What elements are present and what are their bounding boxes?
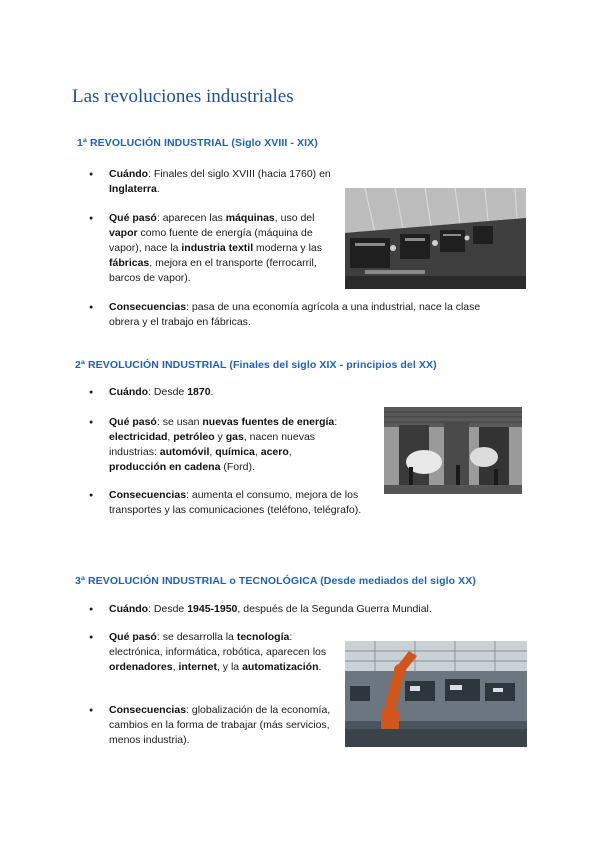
factory-photo-image xyxy=(345,188,526,289)
s1-que-paso: ● Qué pasó: aparecen las máquinas, uso del vapor como fuente de energía (máquina de vapor), nace la industria textil moderna y las fábricas, mejora en el transporte (ferrocarril, barcos de vapor). xyxy=(109,211,337,286)
s1-consecuencias: ● Consecuencias: pasa de una economía agrícola a una industrial, nace la clase obrera y el trabajo en fábricas. xyxy=(109,300,509,330)
s2-que-paso: ● Qué pasó: se usan nuevas fuentes de energía: electricidad, petróleo y gas, nacen nuevas industrias: automóvil, química, acero, producción en cadena (Ford). xyxy=(109,415,349,475)
section-2-heading: 2ª REVOLUCIÓN INDUSTRIAL (Finales del siglo XIX - principios del XX) xyxy=(75,359,437,371)
s3-que-paso: ● Qué pasó: se desarrolla la tecnología: electrónica, informática, robótica, aparecen los ordenadores, internet, y la automatización. xyxy=(109,630,334,675)
section-1-heading: 1ª REVOLUCIÓN INDUSTRIAL (Siglo XVIII - XIX) xyxy=(77,137,318,149)
s2-cuando: ● Cuándo: Desde 1870. xyxy=(109,385,349,400)
foundry-engraving-image xyxy=(384,407,522,494)
s1-cuando: ● Cuándo: Finales del siglo XVIII (hacia 1760) en Inglaterra. xyxy=(109,167,339,197)
factory-photo xyxy=(345,188,526,289)
foundry-engraving xyxy=(384,407,522,494)
robot-assembly-image xyxy=(345,641,527,747)
s2-consecuencias: ● Consecuencias: aumenta el consumo, mejora de los transportes y las comunicaciones (teléfono, telégrafo). xyxy=(109,488,374,518)
s3-consecuencias: ● Consecuencias: globalización de la economía, cambios en la forma de trabajar (más servicios, menos industria). xyxy=(109,703,334,748)
robot-assembly-photo xyxy=(345,641,527,747)
page-title: Las revoluciones industriales xyxy=(72,86,294,107)
s3-cuando: ● Cuándo: Desde 1945-1950, después de la Segunda Guerra Mundial. xyxy=(109,602,489,617)
section-3-heading: 3ª REVOLUCIÓN INDUSTRIAL o TECNOLÓGICA (Desde mediados del siglo XX) xyxy=(75,575,476,587)
